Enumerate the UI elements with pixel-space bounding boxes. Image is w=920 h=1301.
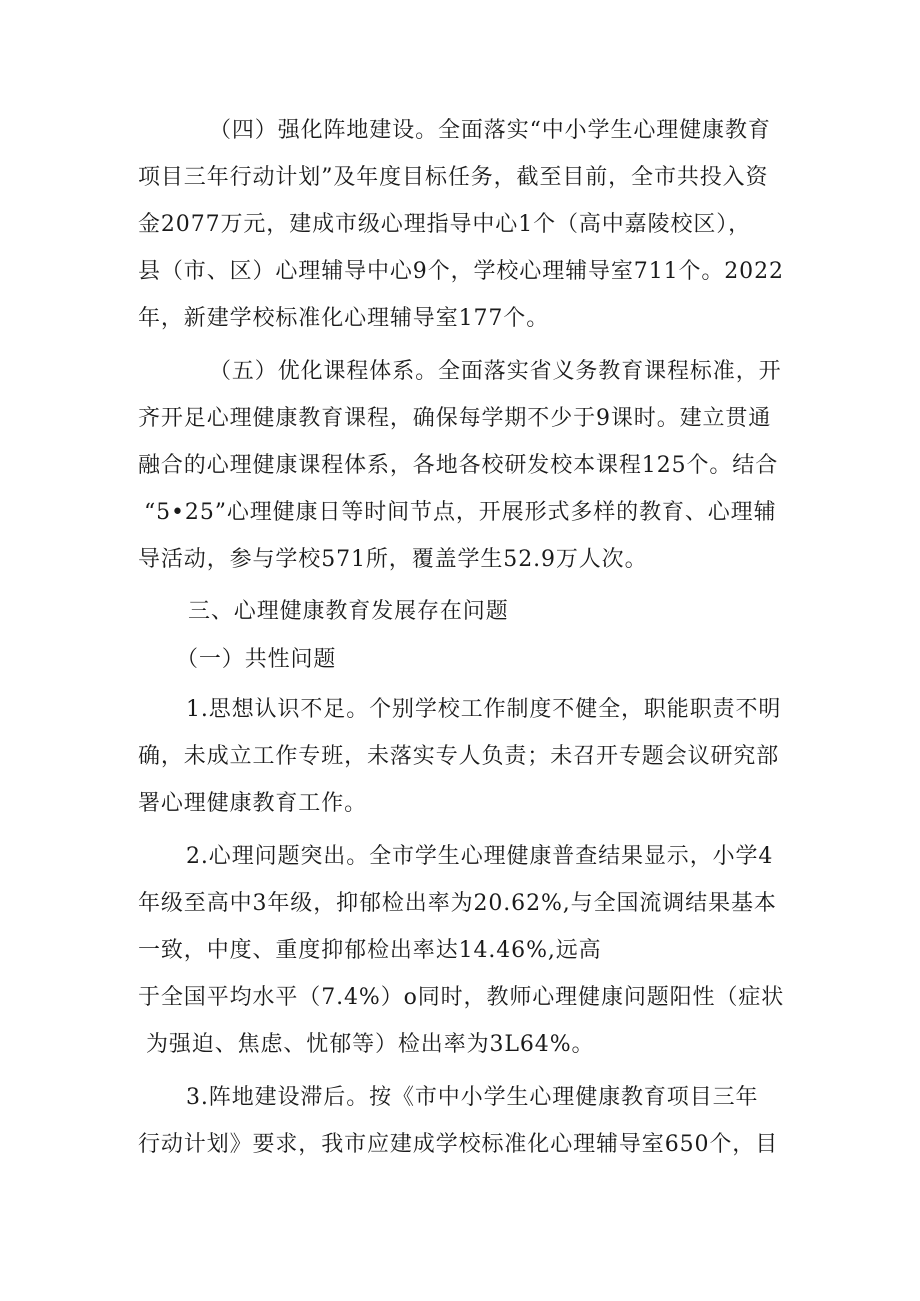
item-2-line-1: 2.心理问题突出。全市学生心理健康普查结果显示，小学4 [186,844,774,869]
paragraph-4-line-5: 年，新建学校标准化心理辅导室177个。 [138,306,550,331]
paragraph-4-line-1: （四）强化阵地建设。全面落实“中小学生心理健康教育 [209,118,771,143]
item-2-line-5: 为强迫、焦虑、忧郁等）检出率为3L64%。 [146,1032,595,1057]
item-3-line-2: 行动计划》要求，我市应建成学校标准化心理辅导室650个，目 [138,1132,779,1157]
subheading-common-problems: （一）共性问题 [176,647,337,672]
paragraph-4-line-3: 金2077万元，建成市级心理指导中心1个（高中嘉陵校区）， [138,212,752,237]
paragraph-5-line-5: 导活动，参与学校571所，覆盖学生52.9万人次。 [138,547,648,572]
paragraph-5-line-3: 融合的心理健康课程体系，各地各校研发校本课程125个。结合 [138,453,779,478]
item-2-line-3: 一致，中度、重度抑郁检出率达14.46%,远高 [138,938,602,963]
item-2-line-4: 于全国平均水平（7.4%）o同时，教师心理健康问题阳性（症状 [138,985,785,1010]
item-2-line-2: 年级至高中3年级，抑郁检出率为20.62%,与全国流调结果基本 [138,891,777,916]
section-heading-problems: 三、心理健康教育发展存在问题 [188,599,509,624]
paragraph-4-line-4: 县（市、区）心理辅导中心9个，学校心理辅导室711个。2022 [138,259,784,284]
item-1-line-1: 1.思想认识不足。个别学校工作制度不健全，职能职责不明 [186,697,782,722]
paragraph-5-line-4: “5•25”心理健康日等时间节点，开展形式多样的教育、心理辅 [144,500,777,525]
item-1-line-3: 署心理健康教育工作。 [138,791,368,816]
paragraph-5-line-2: 齐开足心理健康教育课程，确保每学期不少于9课时。建立贯通 [138,406,772,431]
item-3-line-1: 3.阵地建设滞后。按《市中小学生心理健康教育项目三年 [186,1085,759,1110]
item-1-line-2: 确，未成立工作专班，未落实专人负责；未召开专题会议研究部 [138,744,780,769]
paragraph-4-line-2: 项目三年行动计划”及年度目标任务，截至目前，全市共投入资 [138,165,769,190]
paragraph-5-line-1: （五）优化课程体系。全面落实省义务教育课程标准，开 [209,359,782,384]
